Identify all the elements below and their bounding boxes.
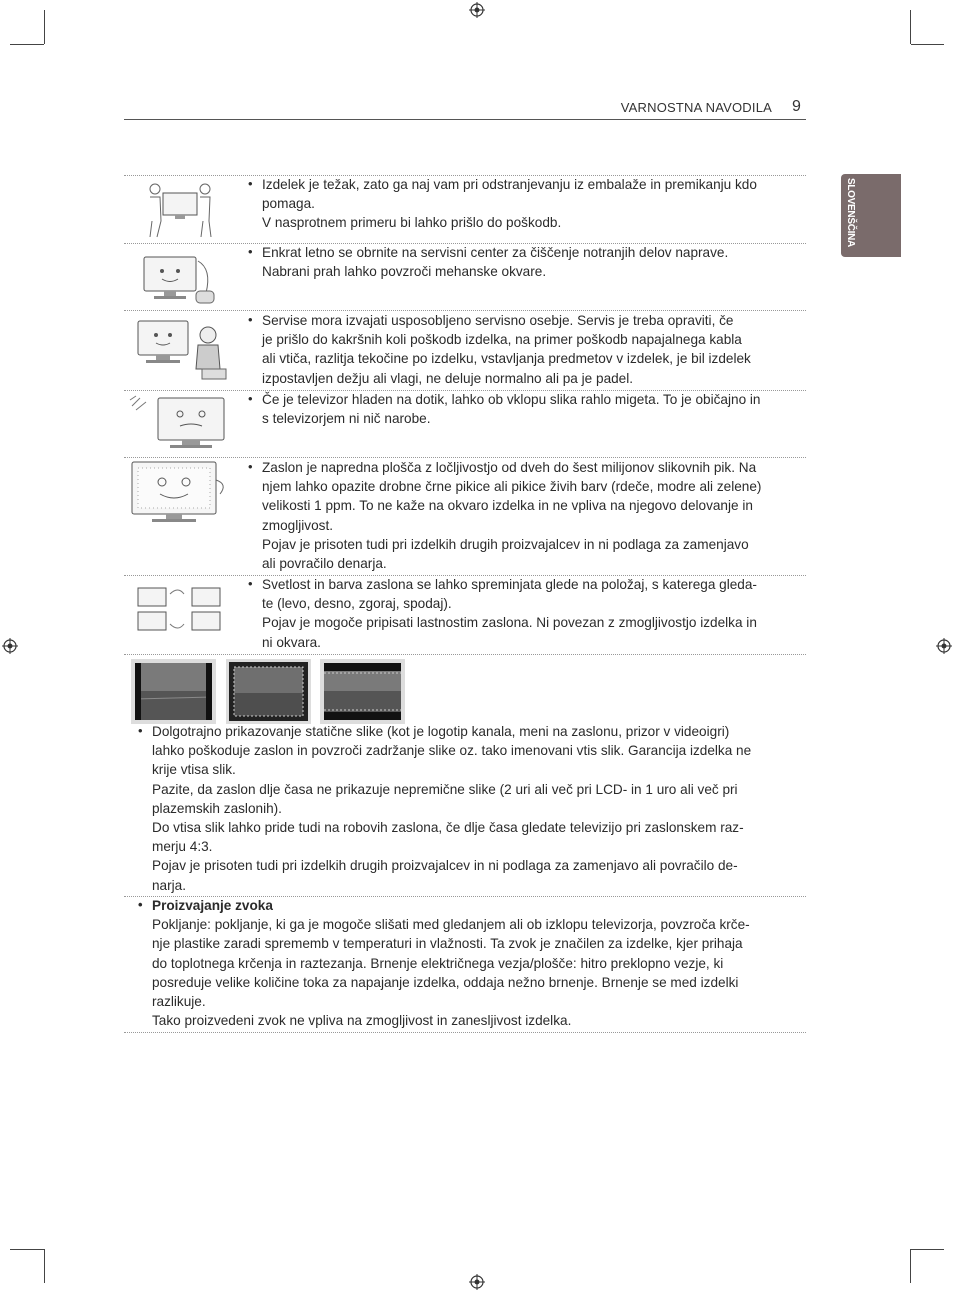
text-line: ali vtiča, razlitja tekočine po izdelku, vstavljanja predmetov v izdelek, je bil izdelek <box>262 351 751 367</box>
tv-vacuum-cleaning-icon <box>136 249 220 307</box>
sound-text <box>152 896 802 1030</box>
text-line: narja. <box>152 877 187 893</box>
header-rule <box>124 119 806 120</box>
crop-mark <box>44 10 45 44</box>
text-line: Izdelek je težak, zato ga naj vam pri odstranjevanju iz embalaže in premikanju kdo <box>262 177 757 192</box>
text-line: krije vtisa slik. <box>152 762 236 778</box>
language-tab-label: SLOVENŠČINA <box>845 178 856 247</box>
text-line: Pojav je prisoten tudi pri izdelkih drugih proizvajalcev in ni podlaga za zamenjavo <box>262 536 749 552</box>
image-retention-photo-1 <box>131 659 216 724</box>
tv-service-technician-icon <box>126 315 230 381</box>
text-line: Tako proizvedeni zvok ne vpliva na zmogljivost in zanesljivost izdelka. <box>152 1013 572 1029</box>
text-line: Servise mora izvajati usposobljeno servisno osebje. Servis je treba opraviti, če <box>262 313 734 328</box>
text-line: V nasprotnem primeru bi lahko prišlo do poškodb. <box>262 215 562 231</box>
text-line: Če je televizor hladen na dotik, lahko ob vklopu slika rahlo migeta. To je običajno in <box>262 392 761 407</box>
crop-mark <box>910 1249 911 1283</box>
bullet: • <box>248 176 253 191</box>
bullet: • <box>248 244 253 259</box>
item-text <box>262 575 802 652</box>
text-line: do toplotnega krčenja in raztezanja. Brnenje električnega vezja/plošče: hitro preklopno vezje, ki <box>152 955 724 971</box>
text-line: Do vtisa slik lahko pride tudi na robovih zaslona, če dlje časa gledate televizijo pri zaslonskem raz- <box>152 820 744 836</box>
text-line: merju 4:3. <box>152 839 213 855</box>
text-line: Dolgotrajno prikazovanje statične slike (kot je logotip kanala, meni na zaslonu, prizor v videoigri) <box>152 724 730 739</box>
separator <box>124 1032 806 1033</box>
viewing-angle-icon <box>132 582 228 636</box>
text-line: Enkrat letno se obrnite na servisni center za čiščenje notranjih delov naprave. <box>262 245 729 260</box>
image-retention-photo-3 <box>320 659 405 724</box>
separator <box>124 654 806 655</box>
language-tab <box>841 174 901 257</box>
text-line: Pojav je prisoten tudi pri izdelkih drugih proizvajalcev in ni podlaga za zamenjavo ali povračilo de- <box>152 858 738 874</box>
text-line: plazemskih zaslonih). <box>152 800 282 816</box>
crop-mark <box>911 44 944 45</box>
image-retention-text <box>152 722 802 895</box>
image-retention-photo-2 <box>226 659 311 724</box>
text-line: je prišlo do kakršnih koli poškodb izdelka, na primer poškodb napajalnega kabla <box>262 332 742 348</box>
registration-mark-icon <box>469 2 485 18</box>
text-line: pomaga. <box>262 196 315 212</box>
text-line: ni okvara. <box>262 634 321 650</box>
text-line: Pokljanje: pokljanje, ki ga je mogoče slišati med gledanjem ali ob izklopu televizorja, povzroča krče- <box>152 917 750 933</box>
item-text <box>262 311 802 388</box>
item-text <box>262 175 802 233</box>
crop-mark <box>10 44 44 45</box>
text-line: lahko poškoduje zaslon in povzroči zadržanje slike oz. tako imenovani vtis slik. Garancija izdelka ne <box>152 743 752 759</box>
bullet: • <box>138 897 143 912</box>
item-text <box>262 390 802 428</box>
bullet: • <box>248 459 253 474</box>
registration-mark-icon <box>469 1274 485 1290</box>
page-number: 9 <box>792 98 801 115</box>
text-line: Zaslon je napredna plošča z ločljivostjo od dveh do šest milijonov slikovnih pik. Na <box>262 460 757 475</box>
text-line: zmogljivost. <box>262 517 334 533</box>
section-title: VARNOSTNA NAVODILA <box>620 100 772 115</box>
text-line: nje plastike zaradi sprememb v temperaturi in vlažnosti. Ta zvok je značilen za izdelke, kjer prihaja <box>152 936 743 952</box>
text-line: posreduje velike količine toka za napajanje izdelka, oddaja nežno brnenje. Brnenje se med izdelki <box>152 974 739 990</box>
bullet: • <box>248 391 253 406</box>
crop-mark <box>910 10 911 44</box>
crop-mark <box>44 1249 45 1283</box>
two-people-carrying-tv-icon <box>145 181 215 239</box>
item-text <box>262 458 802 573</box>
text-line: Pazite, da zaslon dlje časa ne prikazuje nepremične slike (2 uri ali več pri LCD- in 1 uro ali več pri <box>152 781 738 797</box>
text-line: razlikuje. <box>152 994 206 1010</box>
text-line: te (levo, desno, zgoraj, spodaj). <box>262 596 452 612</box>
text-line: izpostavljen dežju ali vlagi, ne deluje normalno ali pa je padel. <box>262 370 634 386</box>
bullet: • <box>248 312 253 327</box>
registration-mark-icon <box>936 638 952 654</box>
text-line: Pojav je mogoče pripisati lastnostim zaslona. Ni povezan z zmogljivostjo izdelka in <box>262 615 757 631</box>
text-line: s televizorjem ni nič narobe. <box>262 411 431 427</box>
text-line: velikosti 1 ppm. To ne kaže na okvaro izdelka in ne vpliva na njegovo delovanje in <box>262 498 753 514</box>
text-line: njem lahko opazite drobne črne pikice ali pikice živih barv (rdeče, modre ali zelene) <box>262 479 762 495</box>
crop-mark <box>10 1249 44 1250</box>
bullet: • <box>138 723 143 738</box>
registration-mark-icon <box>2 638 18 654</box>
text-line: Nabrani prah lahko povzroči mehanske okvare. <box>262 264 547 280</box>
crop-mark <box>911 1249 944 1250</box>
cold-tv-shivering-icon <box>128 394 228 454</box>
tv-pixels-icon <box>128 460 232 526</box>
item-text <box>262 243 802 281</box>
sound-heading: Proizvajanje zvoka <box>152 898 273 913</box>
text-line: Svetlost in barva zaslona se lahko spreminjata glede na položaj, s katerega gleda- <box>262 577 757 592</box>
bullet: • <box>248 576 253 591</box>
text-line: ali povračilo denarja. <box>262 556 387 572</box>
